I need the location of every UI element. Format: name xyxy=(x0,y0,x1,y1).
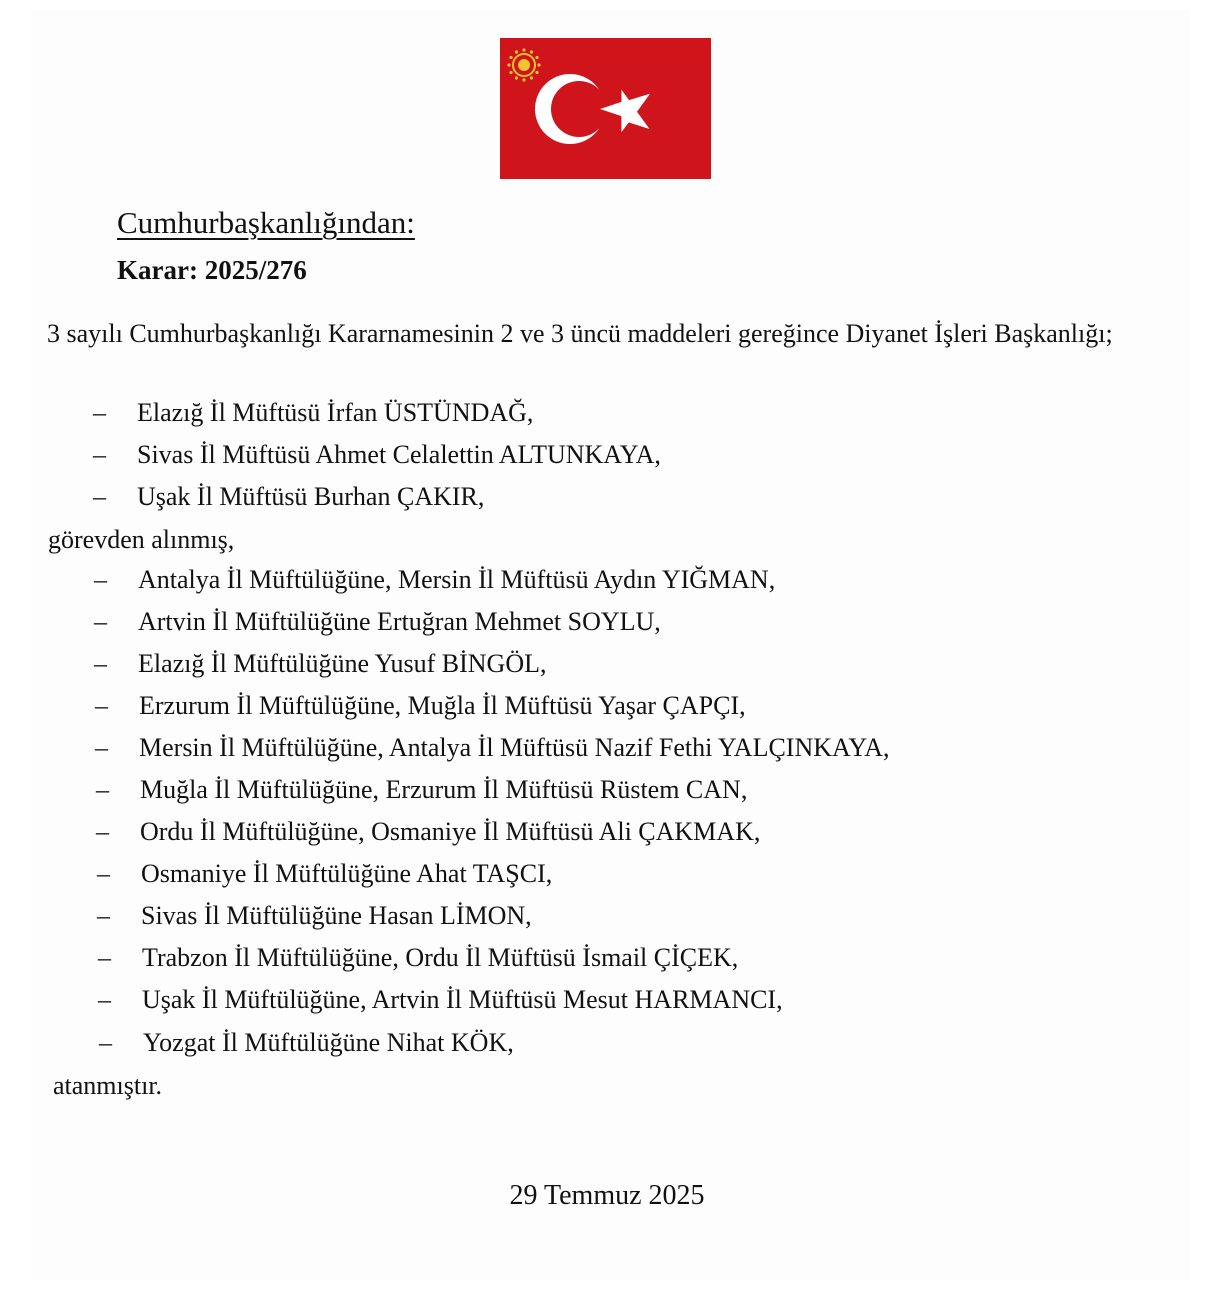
dash: – xyxy=(97,859,110,888)
list-item: – Trabzon İl Müftülüğüne, Ordu İl Müftüsü İsmail ÇİÇEK, xyxy=(98,941,738,975)
dash: – xyxy=(98,943,111,972)
dash: – xyxy=(94,565,107,594)
list-item: – Uşak İl Müftüsü Burhan ÇAKIR, xyxy=(93,480,484,514)
list-item: – Ordu İl Müftülüğüne, Osmaniye İl Müftüsü Ali ÇAKMAK, xyxy=(96,815,760,849)
intro-paragraph: 3 sayılı Cumhurbaşkanlığı Kararnamesinin 2 ve 3 üncü maddeleri gereğince Diyanet İşleri Başkanlığı; xyxy=(47,319,1113,348)
dash: – xyxy=(96,817,109,846)
dash: – xyxy=(94,607,107,636)
dash: – xyxy=(98,985,111,1014)
dash: – xyxy=(93,440,106,469)
list-item: – Mersin İl Müftülüğüne, Antalya İl Müftüsü Nazif Fethi YALÇINKAYA, xyxy=(95,731,890,765)
dash: – xyxy=(97,901,110,930)
list-item: – Yozgat İl Müftülüğüne Nihat KÖK, xyxy=(99,1026,514,1060)
list-item: – Osmaniye İl Müftülüğüne Ahat TAŞCI, xyxy=(97,857,552,891)
list-item: – Sivas İl Müftüsü Ahmet Celalettin ALTUNKAYA, xyxy=(93,438,661,472)
dash: – xyxy=(95,733,108,762)
appointed-note: atanmıştır. xyxy=(53,1071,163,1100)
list-item: – Erzurum İl Müftülüğüne, Muğla İl Müftüsü Yaşar ÇAPÇI, xyxy=(95,689,746,723)
dash: – xyxy=(96,775,109,804)
crescent-inner xyxy=(551,81,607,137)
list-item: – Sivas İl Müftülüğüne Hasan LİMON, xyxy=(97,899,532,933)
removed-note: görevden alınmış, xyxy=(48,525,235,554)
turkish-flag-icon xyxy=(500,38,711,179)
dash: – xyxy=(93,398,106,427)
list-item: – Elazığ İl Müftüsü İrfan ÜSTÜNDAĞ, xyxy=(93,396,533,430)
decision-number: Karar: 2025/276 xyxy=(117,255,307,285)
list-item: – Elazığ İl Müftülüğüne Yusuf BİNGÖL, xyxy=(94,647,546,681)
page-title: Cumhurbaşkanlığından: xyxy=(117,205,415,240)
dash: – xyxy=(99,1028,112,1057)
dash: – xyxy=(95,691,108,720)
list-item: – Artvin İl Müftülüğüne Ertuğran Mehmet SOYLU, xyxy=(94,605,661,639)
list-item: – Muğla İl Müftülüğüne, Erzurum İl Müftüsü Rüstem CAN, xyxy=(96,773,747,807)
document-date: 29 Temmuz 2025 xyxy=(509,1180,705,1211)
list-item: – Uşak İl Müftülüğüne, Artvin İl Müftüsü Mesut HARMANCI, xyxy=(98,983,783,1017)
dash: – xyxy=(94,649,107,678)
document-page xyxy=(30,10,1190,1280)
dash: – xyxy=(93,482,106,511)
list-item: – Antalya İl Müftülüğüne, Mersin İl Müftüsü Aydın YIĞMAN, xyxy=(94,563,775,597)
